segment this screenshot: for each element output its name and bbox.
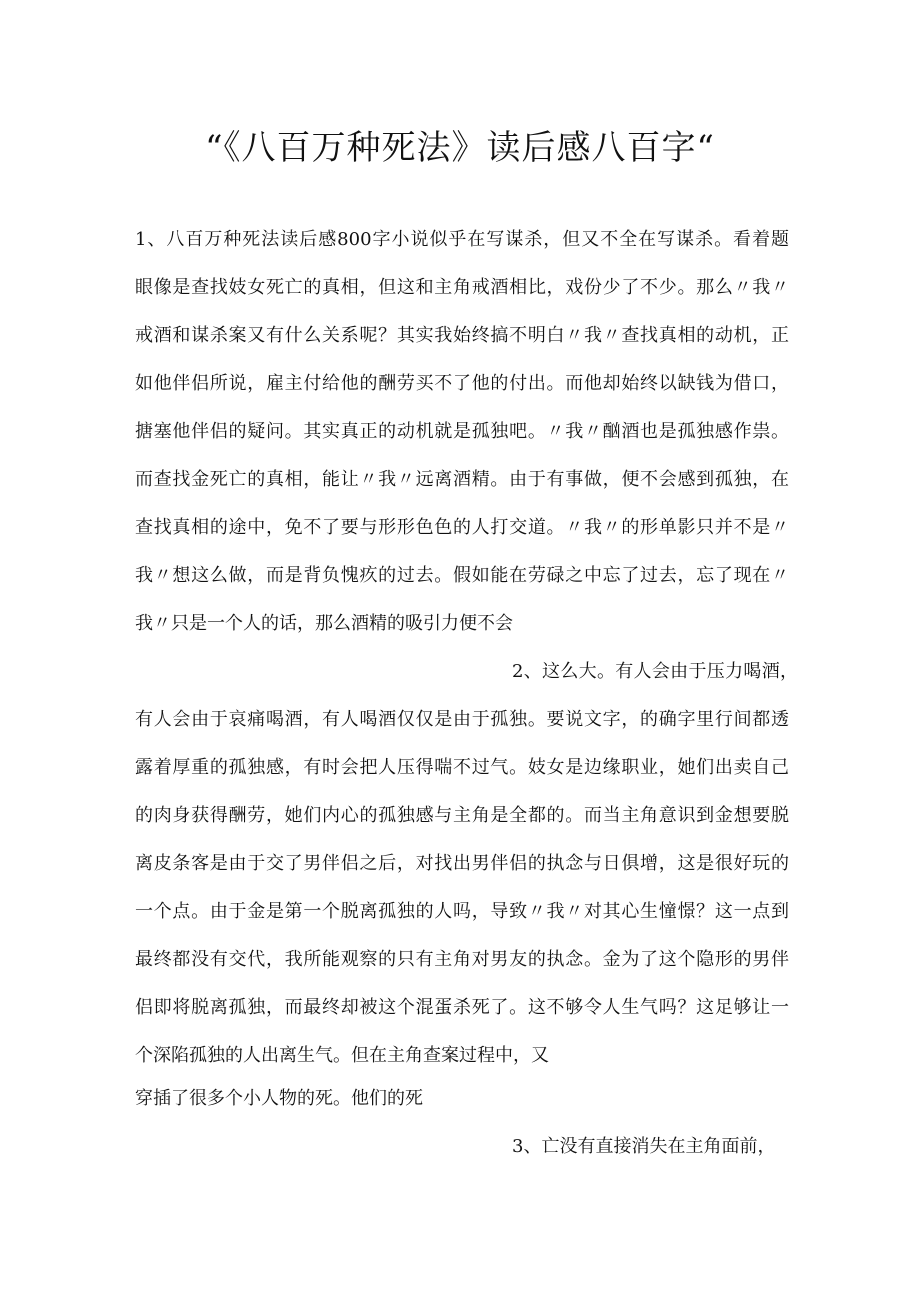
paragraph-line: 一个点。由于金是第一个脱离孤独的人吗，导致〃我〃对其心生憧憬？这一点到: [135, 901, 789, 922]
paragraph-line: 穿插了很多个小人物的死。他们的死: [135, 1088, 423, 1109]
paragraph-line: 眼像是查找妓女死亡的真相，但这和主角戒酒相比，戏份少了不少。那么〃我〃: [135, 277, 789, 298]
paragraph-line: 有人会由于哀痛喝酒，有人喝酒仅仅是由于孤独。要说文字，的确字里行间都透: [135, 709, 789, 730]
section-heading-line: 2、这么大。有人会由于压力喝酒，: [512, 661, 798, 682]
paragraph-line: 查找真相的途中，免不了要与形形色色的人打交道。〃我〃的形单影只并不是〃: [135, 517, 789, 538]
paragraph-line: 的肉身获得酬劳，她们内心的孤独感与主角是全都的。而当主角意识到金想要脱: [135, 805, 789, 826]
paragraph-line: 而查找金死亡的真相，能让〃我〃远离酒精。由于有事做，便不会感到孤独，在: [135, 469, 789, 490]
paragraph-line: 我〃想这么做，而是背负愧疚的过去。假如能在劳碌之中忘了过去，忘了现在〃: [135, 565, 789, 586]
paragraph-line: 露着厚重的孤独感，有时会把人压得喘不过气。妓女是边缘职业，她们出卖自己: [135, 757, 789, 778]
paragraph-line: 侣即将脱离孤独，而最终却被这个混蛋杀死了。这不够令人生气吗？这足够让一: [135, 997, 789, 1018]
paragraph-line: 离皮条客是由于交了男伴侣之后，对找出男伴侣的执念与日俱增，这是很好玩的: [135, 853, 789, 874]
section-heading-line: 3、亡没有直接消失在主角面前，: [512, 1136, 776, 1157]
paragraph-line: 我〃只是一个人的话，那么酒精的吸引力便不会: [135, 613, 513, 634]
paragraph-line: 最终都没有交代，我所能观察的只有主角对男友的执念。金为了这个隐形的男伴: [135, 949, 789, 970]
paragraph-line: 戒酒和谋杀案又有什么关系呢？其实我始终搞不明白〃我〃查找真相的动机，正: [135, 325, 789, 346]
paragraph-line: 搪塞他伴侣的疑问。其实真正的动机就是孤独吧。〃我〃酗酒也是孤独感作祟。: [135, 421, 789, 442]
document-title: “《八百万种死法》读后感八百字“: [205, 128, 715, 168]
paragraph-line: 如他伴侣所说，雇主付给他的酬劳买不了他的付出。而他却始终以缺钱为借口，: [135, 373, 789, 394]
paragraph-line: 1、八百万种死法读后感800字小说似乎在写谋杀，但又不全在写谋杀。看着题: [135, 229, 789, 250]
paragraph-line: 个深陷孤独的人出离生气。但在主角查案过程中，又: [135, 1045, 549, 1066]
